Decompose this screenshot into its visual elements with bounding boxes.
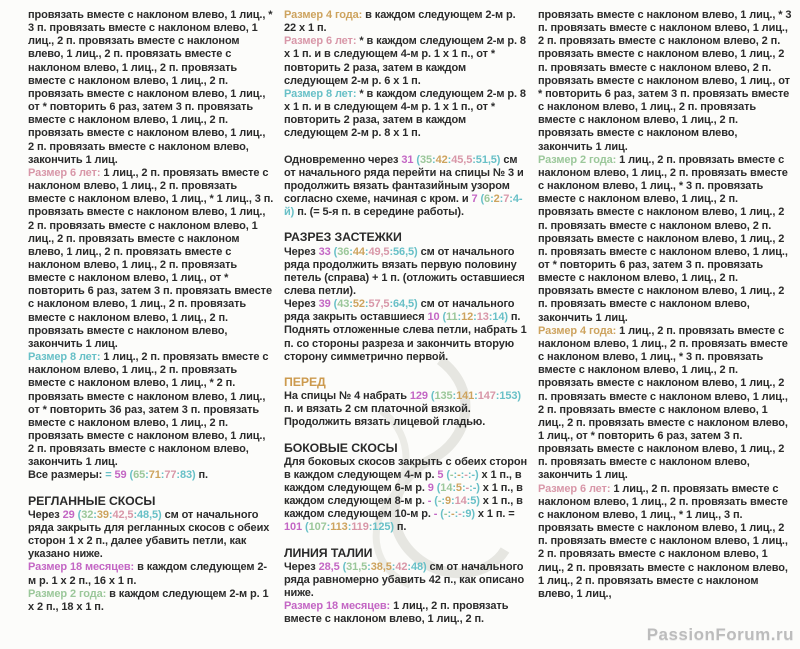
section-heading bbox=[28, 495, 274, 508]
text-run: : bbox=[469, 482, 473, 494]
text-run: 39 bbox=[96, 508, 109, 521]
text-run: 42 bbox=[395, 560, 408, 573]
text-run: 113 bbox=[330, 521, 348, 534]
text-run: Размер 4 года: bbox=[284, 9, 363, 21]
text-run: 35 bbox=[419, 153, 432, 166]
text-run: см от начального ряда продолжить вязать первую половину петель (справа) + 1 п. (отложить оставшиеся слева петли). bbox=[284, 245, 525, 297]
text-run: 36 bbox=[337, 245, 350, 258]
text-run: 153) bbox=[499, 390, 521, 403]
text-run: - bbox=[433, 508, 438, 521]
text-run: : bbox=[467, 468, 472, 481]
section-heading bbox=[284, 547, 530, 560]
text-run: ( bbox=[126, 469, 134, 482]
text-run: - bbox=[437, 495, 442, 508]
text-run: 43 bbox=[337, 298, 350, 311]
paragraph bbox=[28, 351, 274, 469]
text-run: : bbox=[349, 245, 353, 258]
text-run: ( bbox=[302, 521, 309, 534]
text-run: - bbox=[465, 482, 470, 494]
text-run: : bbox=[389, 245, 394, 258]
text-run: 14 bbox=[454, 495, 467, 508]
text-run: БОКОВЫЕ СКОСЫ bbox=[284, 440, 398, 455]
text-run: 42 bbox=[435, 153, 448, 166]
text-run: : bbox=[160, 469, 165, 482]
text-run: 29 bbox=[62, 508, 75, 521]
paragraph bbox=[538, 483, 794, 601]
text-run: : bbox=[389, 298, 394, 311]
text-run: На спицы № 4 набрать bbox=[284, 390, 410, 403]
text-run: : bbox=[473, 311, 477, 324]
text-run: : bbox=[460, 468, 465, 481]
text-run: ( bbox=[74, 508, 82, 521]
text-run: Размер 2 года: bbox=[28, 587, 107, 600]
text-run: : bbox=[453, 468, 458, 481]
text-run: = bbox=[105, 469, 115, 482]
text-run: : bbox=[461, 482, 466, 494]
text-run: : bbox=[93, 508, 97, 521]
text-run: Размер 4 года: bbox=[538, 324, 617, 337]
text-run: Размер 8 лет: bbox=[28, 351, 101, 364]
text-run: 4-й) bbox=[284, 193, 523, 219]
text-run: 33 bbox=[318, 245, 331, 258]
text-run: 56,5) bbox=[393, 245, 418, 258]
section-heading bbox=[284, 231, 530, 244]
text-run: : bbox=[176, 469, 180, 482]
text-run: 14) bbox=[492, 311, 508, 324]
text-run: ( bbox=[413, 153, 420, 166]
text-run: 107 bbox=[308, 521, 327, 534]
text-run: : bbox=[367, 560, 371, 573]
text-run: : bbox=[347, 521, 352, 534]
paragraph bbox=[284, 298, 530, 364]
text-run: : bbox=[457, 311, 462, 324]
text-run: 2 bbox=[493, 193, 500, 206]
text-run: : bbox=[461, 508, 466, 521]
text-run: : bbox=[454, 508, 459, 521]
paragraph bbox=[538, 154, 794, 325]
text-run: 44 bbox=[352, 245, 365, 258]
text-run: 7 bbox=[471, 193, 478, 206]
text-run: 32 bbox=[81, 508, 94, 521]
text-run: 52 bbox=[352, 298, 365, 311]
text-run: 141 bbox=[456, 390, 475, 403]
text-run: п. bbox=[195, 469, 209, 482]
text-run: : bbox=[447, 508, 452, 521]
text-run: ( bbox=[339, 560, 347, 573]
text-run: см от начального ряда закрыть для регланных скосов с обеих сторон 1 х 2 п., далее убавить петли, как указано ниже. bbox=[28, 508, 270, 561]
paragraph bbox=[284, 600, 530, 626]
text-run: п. bbox=[393, 521, 407, 534]
text-run: 129 bbox=[409, 390, 428, 403]
text-run: - bbox=[451, 508, 455, 521]
text-run: 7 bbox=[503, 193, 510, 206]
text-run: 49,5 bbox=[368, 245, 390, 258]
text-run: в каждом следующем 2-м р. 22 х 1 п. bbox=[284, 9, 516, 35]
section-heading bbox=[284, 376, 530, 389]
text-run: ( bbox=[443, 468, 450, 481]
text-run: ( bbox=[433, 482, 441, 494]
text-run: 13 bbox=[476, 311, 489, 324]
text-run: 1 лиц., 2 п. провязать вместе с наклоном влево, 1 лиц., 2 п. провязать вместе с наклоном влево, 1 лиц., * 3 п. провязать вместе с наклоном влево, 1 лиц., 2 п. провязать вместе с наклоном влево, 1 лиц., 2 п. провязать вместе с наклоном влево, 1 лиц., 2 п. провязать вместе с наклоном влево, 1 лиц., 2 п. провязать вместе с наклоном влево, 1 лиц., от * повторить 6 раз, затем 3 п. провязать вместе с наклоном влево, 1 лиц., 2 п. провязать вместе с наклоном влево, закончить 1 лиц. bbox=[538, 324, 788, 482]
paragraph bbox=[284, 9, 530, 35]
text-run: Размер 18 месяцев: bbox=[28, 561, 135, 574]
paragraph bbox=[28, 509, 274, 562]
text-run: Размер 6 лет: bbox=[538, 482, 611, 495]
paragraph bbox=[28, 9, 274, 167]
text-run: 65 bbox=[133, 469, 146, 482]
text-run: 31,5 bbox=[346, 560, 368, 573]
paragraph bbox=[538, 9, 794, 154]
paragraph bbox=[28, 588, 274, 614]
text-run: -) bbox=[471, 468, 479, 481]
text-run: Через bbox=[284, 560, 319, 573]
text-run: 5 bbox=[455, 482, 462, 494]
text-run: * в каждом следующем 2-м р. 8 х 1 п. и в следующем 4-м р. 1 х 1 п., от * повторить 2 раза, затем в каждом следующем 2-м р. 8 х 1 п. bbox=[284, 87, 526, 140]
text-run: 1 лиц., 2 п. провязать вместе с наклоном влево, 1 лиц., 2 п. bbox=[284, 600, 509, 626]
text-run: : bbox=[495, 390, 500, 403]
text-run: 64,5) bbox=[393, 298, 418, 311]
text-run: п. Поднять отложенные слева петли, набрать 1 п. со стороны разреза и закончить вторую сторону симметрично первой. bbox=[284, 311, 527, 363]
paragraph bbox=[284, 561, 530, 600]
text-run: 59 bbox=[114, 469, 127, 482]
text-run: провязать вместе с наклоном влево, 1 лиц., * 3 п. провязать вместе с наклоном влево, 1 лиц., 2 п. провязать вместе с наклоном влево, 2 п. провязать вместе с наклоном влево, 1 лиц., 2 п. провязать вместе с наклоном влево, 2 п. провязать вместе с наклоном влево, 1 лиц., от * повторить 6 раз, затем 3 п. провязать вместе с наклоном влево, 1 лиц., 2 п. провязать вместе с наклоном влево, 1 лиц., 2 п. провязать вместе с наклоном влево, закончить 1 лиц. bbox=[538, 9, 792, 153]
text-run: 5) bbox=[470, 495, 480, 508]
paragraph bbox=[284, 246, 530, 299]
text-run: РЕГЛАННЫЕ СКОСЫ bbox=[28, 493, 156, 508]
text-run: : bbox=[364, 245, 369, 258]
text-run: 135 bbox=[434, 390, 453, 403]
text-run: 38,5 bbox=[370, 560, 392, 573]
text-run: : bbox=[145, 469, 149, 482]
text-run: 9 bbox=[445, 495, 452, 508]
text-run: Все размеры: bbox=[28, 469, 106, 482]
text-run: Размер 18 месяцев: bbox=[284, 600, 391, 613]
text-run: : bbox=[472, 153, 476, 166]
text-run: : bbox=[407, 560, 411, 573]
text-run: : bbox=[368, 521, 373, 534]
text-run: х 1 п., в каждом следующем 8-м р. bbox=[284, 482, 523, 508]
text-run: 77 bbox=[164, 469, 177, 482]
text-run: 83) bbox=[179, 469, 196, 482]
text-run: - bbox=[464, 468, 468, 481]
text-run: 10 bbox=[427, 311, 440, 324]
text-run: ( bbox=[427, 390, 435, 403]
text-run: 48,5) bbox=[137, 508, 162, 521]
text-run: 1 лиц., 2 п. провязать вместе с наклоном влево, 1 лиц., 2 п. провязать вместе с наклоном влево, 1 лиц., * 1 лиц., 3 п. провязать вместе с наклоном влево, 1 лиц., 2 п. провязать вместе с наклоном влево, 1 лиц., 2 п. провязать вместе с наклоном влево, 1 лиц., 2 п. провязать вместе с наклоном влево, 1 лиц., 2 п. провязать вместе с наклоном влево, 1 лиц., от * повторить 6 раз, затем 3 п. провязать вместе с наклоном влево, 1 лиц., 2 п. провязать вместе с наклоном влево, 1 лиц., 2 п. провязать вместе с наклоном влево, закончить 1 лиц. bbox=[28, 166, 274, 350]
text-run: провязать вместе с наклоном влево, 1 лиц., * 3 п. провязать вместе с наклоном влево, 1 лиц., 2 п. провязать вместе с наклоном влево, 1 лиц., 2 п. провязать вместе с наклоном влево, 1 лиц., 2 п. провязать вместе с наклоном влево, 1 лиц., 2 п. провязать вместе с наклоном влево, 1 лиц., от * повторить 6 раз, затем 3 п. провязать вместе с наклоном влево, 1 лиц., 2 п. провязать вместе с наклоном влево, 1 лиц., 2 п. провязать вместе с наклоном влево, закончить 1 лиц. bbox=[28, 9, 273, 166]
text-run: : bbox=[452, 482, 456, 494]
text-run: - bbox=[458, 508, 462, 521]
text-run: 28,5 bbox=[318, 560, 340, 573]
text-run: : bbox=[349, 298, 353, 311]
paragraph bbox=[284, 456, 530, 535]
text-run: 39 bbox=[318, 298, 331, 311]
text-run: Размер 6 лет: bbox=[284, 35, 357, 48]
text-run: : bbox=[441, 495, 445, 508]
text-run: Через bbox=[284, 298, 319, 311]
text-run: : bbox=[499, 193, 504, 206]
text-run: : bbox=[488, 311, 493, 324]
text-run: : bbox=[432, 153, 436, 166]
text-run: Размер 6 лет: bbox=[28, 166, 101, 179]
text-run: - bbox=[443, 508, 448, 521]
text-run: : bbox=[108, 508, 113, 521]
text-column-left bbox=[28, 9, 274, 614]
text-run: п. и вязать 2 см платочной вязкой. Продолжить вязать лицевой гладью. bbox=[284, 403, 486, 429]
text-run: : bbox=[490, 193, 494, 206]
text-run: * в каждом следующем 2-м р. 8 х 1 п. и в следующем 4-м р. 1 х 1 п., от * повторить 2 раза, затем в каждом следующем 2-м р. 6 х 1 п. bbox=[284, 35, 526, 87]
text-run: ( bbox=[439, 311, 447, 324]
text-run: Через bbox=[28, 508, 63, 521]
text-run: : bbox=[466, 495, 471, 508]
text-run: 1 лиц., 2 п. провязать вместе с наклоном влево, 1 лиц., 2 п. провязать вместе с наклоном влево, 1 лиц., * 2 п. провязать вместе с наклоном влево, 1 лиц., от * повторить 36 раз, затем 3 п. провязать вместе с наклоном влево, 1 лиц., 2 п. провязать вместе с наклоном влево, 1 лиц., 2 п. провязать вместе с наклоном влево, закончить 1 лиц. bbox=[28, 351, 269, 469]
paragraph bbox=[28, 167, 274, 351]
text-column-right bbox=[538, 9, 794, 601]
text-run: ( bbox=[437, 508, 444, 521]
text-run: : bbox=[364, 298, 369, 311]
text-run: : bbox=[451, 495, 455, 508]
text-run: 119 bbox=[351, 521, 369, 534]
text-run: 9 bbox=[427, 482, 434, 494]
text-run: : bbox=[133, 508, 138, 521]
text-run: 45,5 bbox=[451, 153, 473, 166]
text-run: 42,5 bbox=[112, 508, 134, 521]
paragraph bbox=[284, 35, 530, 88]
text-run: Размер 2 года: bbox=[538, 153, 617, 166]
text-run: Через bbox=[284, 245, 319, 258]
text-run: ПЕРЕД bbox=[284, 374, 326, 389]
text-run: - bbox=[427, 495, 432, 508]
text-run: 101 bbox=[284, 521, 303, 534]
text-run: 48) bbox=[410, 560, 427, 573]
text-column-middle bbox=[284, 9, 530, 627]
text-run: Для боковых скосов закрыть с обеих сторон в каждом следующем 4-м р. bbox=[284, 455, 527, 481]
text-run: : bbox=[452, 390, 457, 403]
text-run: ( bbox=[477, 193, 485, 206]
text-run: : bbox=[474, 390, 478, 403]
text-run: в каждом следующем 2-м р. 1 х 2 п., 18 х 1 п. bbox=[28, 587, 269, 613]
text-run: см от начального ряда перейти на спицы № 3 и продолжить вязать фантазийным узором согласно схеме, начиная с кром. и bbox=[284, 153, 524, 206]
text-run: Одновременно через bbox=[284, 153, 402, 166]
text-run: - bbox=[449, 468, 454, 481]
paragraph bbox=[284, 390, 530, 429]
text-run: Размер 8 лет: bbox=[284, 87, 357, 100]
text-run: 51,5) bbox=[475, 153, 501, 166]
text-run: -) bbox=[472, 482, 480, 494]
text-run: 12 bbox=[461, 311, 474, 324]
text-run: 1 лиц., 2 п. провязать вместе с наклоном влево, 1 лиц., 2 п. провязать вместе с наклоном влево, 1 лиц., * 1 лиц., 3 п. провязать вместе с наклоном влево, 1 лиц., 2 п. провязать вместе с наклоном влево, 1 лиц., 2 п. провязать вместе с наклоном влево, 1 лиц., 2 п. провязать вместе с наклоном влево, 1 лиц., 2 п. провязать вместе с наклоном влево, 1 лиц., bbox=[538, 482, 788, 600]
text-run: 11 bbox=[446, 311, 458, 324]
text-run: ( bbox=[330, 245, 338, 258]
text-run: 57,5 bbox=[368, 298, 390, 311]
text-run: ( bbox=[330, 298, 338, 311]
watermark: PassionForum.ru bbox=[646, 625, 794, 644]
text-run: : bbox=[391, 560, 396, 573]
paragraph bbox=[284, 88, 530, 141]
text-run: в каждом следующем 2-м р. 1 х 2 п., 16 х 1 п. bbox=[28, 561, 267, 587]
section-heading bbox=[284, 442, 530, 455]
text-run: см от начального ряда закрыть оставшиеся bbox=[284, 298, 515, 324]
text-run: 6 bbox=[484, 193, 491, 206]
paragraph bbox=[28, 561, 274, 587]
paragraph bbox=[538, 325, 794, 483]
text-run: 147 bbox=[477, 390, 496, 403]
text-run: - bbox=[457, 468, 461, 481]
paragraph bbox=[28, 469, 274, 482]
text-run: РАЗРЕЗ ЗАСТЕЖКИ bbox=[284, 230, 402, 245]
text-run: 14 bbox=[440, 482, 453, 494]
text-run: ЛИНИЯ ТАЛИИ bbox=[284, 545, 373, 560]
text-run: 5 bbox=[437, 468, 444, 481]
text-run: 31 bbox=[401, 153, 414, 166]
text-run: 9) bbox=[465, 508, 475, 521]
text-run: : bbox=[447, 153, 452, 166]
text-run: х 1 п., в каждом следующем 6-м р. bbox=[284, 468, 522, 494]
text-run: см от начального ряда равномерно убавить 42 п., как описано ниже. bbox=[284, 560, 525, 600]
text-run: ( bbox=[431, 495, 438, 508]
paragraph bbox=[284, 154, 530, 220]
text-run: : bbox=[326, 521, 331, 534]
text-run: : bbox=[509, 193, 513, 206]
text-run: 125) bbox=[372, 521, 394, 534]
text-run: 1 лиц., 2 п. провязать вместе с наклоном влево, 1 лиц., 2 п. провязать вместе с наклоном влево, 1 лиц., * 3 п. провязать вместе с наклоном влево, 1 лиц., 2 п. провязать вместе с наклоном влево, 1 лиц., 2 п. провязать вместе с наклоном влево, 2 п. провязать вместе с наклоном влево, 1 лиц., 2 п. провязать вместе с наклоном влево, 1 лиц., от * повторить 6 раз, затем 3 п. провязать вместе с наклоном влево, 1 лиц., 2 п. провязать вместе с наклоном влево, 1 лиц., 2 п. провязать вместе с наклоном влево, закончить 1 лиц. bbox=[538, 153, 788, 324]
text-run: х 1 п., в каждом следующем 10-м р. bbox=[284, 495, 523, 521]
text-run: 71 bbox=[148, 469, 161, 482]
text-run: п. (= 5-я п. в середине работы). bbox=[294, 206, 464, 219]
text-run: х 1 п. = bbox=[474, 508, 515, 521]
